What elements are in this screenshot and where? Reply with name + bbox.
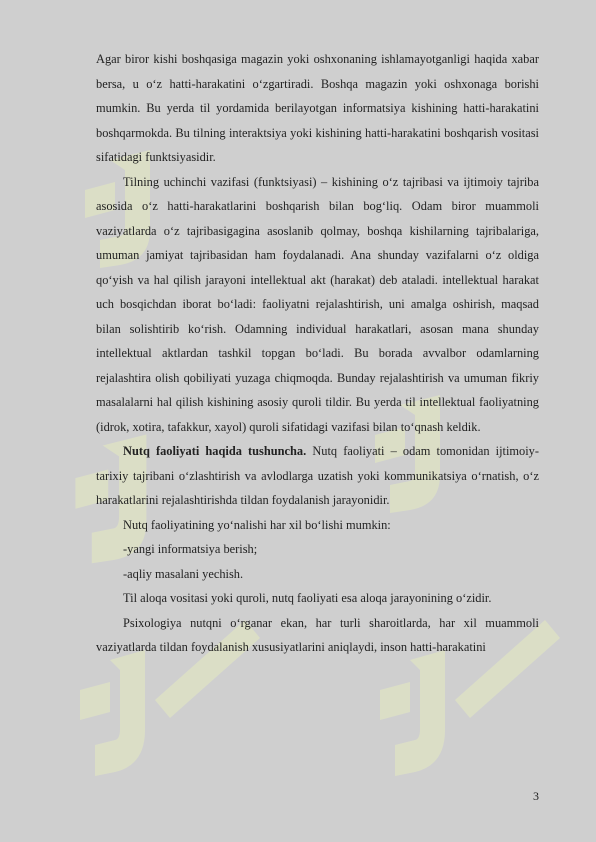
paragraph-text: Nutq faoliyati – odam tomonidan ijtimoiy-tarixiy tajribani o‘zlashtirish va avlodlarga uzatish yoki kommunikatsiya o‘rnatish, o‘z harakatlarini rejalashtirishda tildan foydalanish jarayonidir.	[96, 444, 539, 507]
page-number: 3	[533, 789, 539, 803]
section-heading: Nutq faoliyati haqida tushuncha.	[123, 444, 307, 458]
paragraph-with-heading	[96, 439, 539, 513]
paragraph: Til aloqa vositasi yoki quroli, nutq faoliyati esa aloqa jarayonining o‘zidir.	[123, 591, 492, 605]
list-item: -yangi informatsiya berish;	[123, 542, 258, 556]
paragraph: Tilning uchinchi vazifasi (funktsiyasi) – kishining o‘z tajribasi va ijtimoiy tajriba asosida o‘z hatti-harakatlarini boshqarish bilan bog‘liq. Odam biror muammoli vaziyatlarda o‘z tajribasigagina asoslanib qolmay, boshqa kishilarning tajribalariga, umuman jamiyat tajribasidan ham foydalanadi. Ana shunday vazifalarni o‘z oldiga qo‘yish va hal qilish jarayoni intellektual akt (harakat) deb ataladi. intellektual harakat uch bosqichdan iborat bo‘ladi: faoliyatni rejalashtirish, uni amalga oshirish, maqsad bilan solishtirib ko‘rish. Odamning individual harakatlari, asosan mana shunday intellektual aktlardan tashkil topgan bo‘ladi. Bu borada avvalbor odamlarning rejalashtira olish qobiliyati yuzaga chiqmoqda. Bunday rejalashtirish va umuman fikriy masalalarni hal qilish kishining asosiy quroli tildir. Bu yerda til intellektual faoliyatning (idrok, xotira, tafakkur, xayol) quroli sifatidagi vazifasi bilan to‘qnash keldik.	[96, 174, 539, 434]
paragraph: Nutq faoliyatining yo‘nalishi har xil bo‘lishi mumkin:	[123, 517, 391, 532]
paragraph: Agar biror kishi boshqasiga magazin yoki oshxonaning ishlamayotganligi haqida xabar bersa, u o‘z hatti-harakatini o‘zgartiradi. Boshqa magazin yoki oshxonaga borishi mumkin. Bu yerda til yordamida berilayotgan informatsiya kishining hatti-harakatini boshqarmokda. Bu tilning interaktsiya yoki kishining hatti-harakatini boshqarish vositasi sifatidagi funktsiyasidir.	[96, 52, 539, 164]
list-item: -aqliy masalani yechish.	[123, 566, 244, 581]
body-text	[96, 47, 539, 660]
paragraph: Psixologiya nutqni o‘rganar ekan, har turli sharoitlarda, har xil muammoli vaziyatlarda tildan foydalanish xususiyatlarini aniqlaydi, inson hatti-harakatini	[96, 615, 539, 654]
